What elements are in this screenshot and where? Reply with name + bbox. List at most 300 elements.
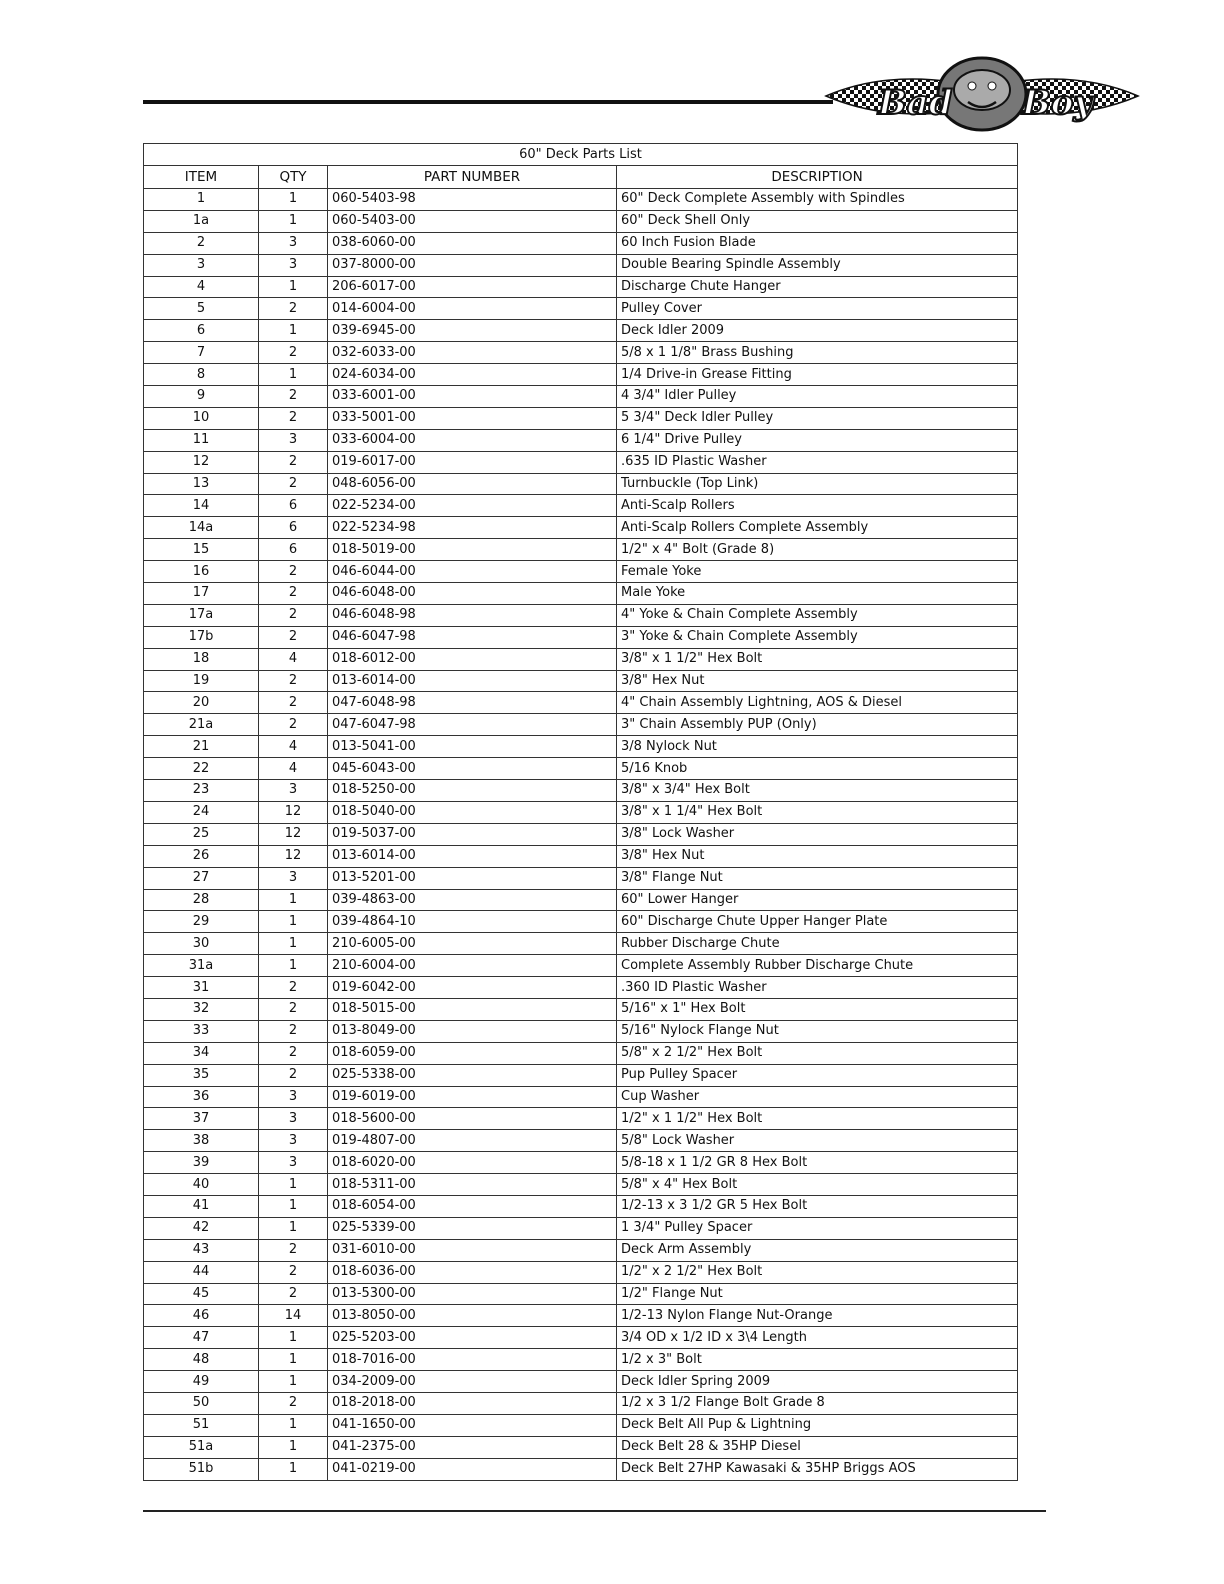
part-number-cell: 046-6048-00 — [328, 583, 617, 605]
part-number-cell: 039-6945-00 — [328, 320, 617, 342]
item-cell: 42 — [144, 1217, 259, 1239]
qty-cell: 2 — [259, 407, 328, 429]
description-cell: 1/2-13 x 3 1/2 GR 5 Hex Bolt — [617, 1195, 1018, 1217]
description-cell: 3/8" Lock Washer — [617, 823, 1018, 845]
qty-cell: 1 — [259, 189, 328, 211]
qty-cell: 2 — [259, 670, 328, 692]
item-cell: 27 — [144, 867, 259, 889]
item-cell: 35 — [144, 1064, 259, 1086]
part-number-cell: 018-7016-00 — [328, 1349, 617, 1371]
qty-cell: 6 — [259, 539, 328, 561]
part-number-cell: 206-6017-00 — [328, 276, 617, 298]
table-row — [144, 298, 1018, 320]
description-cell: 1/2-13 Nylon Flange Nut-Orange — [617, 1305, 1018, 1327]
description-cell: .360 ID Plastic Washer — [617, 977, 1018, 999]
table-row — [144, 1042, 1018, 1064]
description-cell: 60 Inch Fusion Blade — [617, 232, 1018, 254]
qty-cell: 2 — [259, 604, 328, 626]
item-cell: 17 — [144, 583, 259, 605]
part-number-cell: 045-6043-00 — [328, 758, 617, 780]
header-rule — [143, 100, 833, 104]
description-cell: 3/8" x 3/4" Hex Bolt — [617, 780, 1018, 802]
part-number-cell: 041-2375-00 — [328, 1436, 617, 1458]
description-cell: 1/2" x 1 1/2" Hex Bolt — [617, 1108, 1018, 1130]
qty-cell: 2 — [259, 451, 328, 473]
item-cell: 48 — [144, 1349, 259, 1371]
description-cell: 5/8" x 4" Hex Bolt — [617, 1174, 1018, 1196]
qty-cell: 1 — [259, 1349, 328, 1371]
item-cell: 25 — [144, 823, 259, 845]
description-cell: 60" Deck Complete Assembly with Spindles — [617, 189, 1018, 211]
description-cell: Deck Belt 27HP Kawasaki & 35HP Briggs AOS — [617, 1458, 1018, 1480]
description-cell: 5/8" Lock Washer — [617, 1130, 1018, 1152]
description-cell: 5 3/4" Deck Idler Pulley — [617, 407, 1018, 429]
part-number-cell: 037-8000-00 — [328, 254, 617, 276]
item-cell: 17a — [144, 604, 259, 626]
item-cell: 31 — [144, 977, 259, 999]
qty-cell: 1 — [259, 1371, 328, 1393]
part-number-cell: 019-6017-00 — [328, 451, 617, 473]
qty-cell: 1 — [259, 210, 328, 232]
qty-cell: 4 — [259, 758, 328, 780]
description-cell: 1/2 x 3" Bolt — [617, 1349, 1018, 1371]
qty-cell: 3 — [259, 780, 328, 802]
description-cell: 3/8" Hex Nut — [617, 845, 1018, 867]
part-number-cell: 013-5201-00 — [328, 867, 617, 889]
table-row — [144, 1327, 1018, 1349]
description-cell: 5/8 x 1 1/8" Brass Bushing — [617, 342, 1018, 364]
part-number-cell: 024-6034-00 — [328, 364, 617, 386]
item-cell: 29 — [144, 911, 259, 933]
part-number-cell: 018-5600-00 — [328, 1108, 617, 1130]
description-cell: 1/2" x 2 1/2" Hex Bolt — [617, 1261, 1018, 1283]
item-cell: 6 — [144, 320, 259, 342]
bad-boy-logo — [822, 54, 1142, 138]
table-row — [144, 1414, 1018, 1436]
table-row — [144, 692, 1018, 714]
part-number-cell: 033-6004-00 — [328, 429, 617, 451]
table-row — [144, 364, 1018, 386]
item-cell: 32 — [144, 998, 259, 1020]
table-row — [144, 823, 1018, 845]
header-item: ITEM — [144, 166, 259, 189]
item-cell: 38 — [144, 1130, 259, 1152]
item-cell: 11 — [144, 429, 259, 451]
table-row — [144, 845, 1018, 867]
table-row — [144, 210, 1018, 232]
part-number-cell: 018-2018-00 — [328, 1392, 617, 1414]
table-row — [144, 254, 1018, 276]
qty-cell: 1 — [259, 1217, 328, 1239]
item-cell: 51 — [144, 1414, 259, 1436]
qty-cell: 2 — [259, 342, 328, 364]
qty-cell: 1 — [259, 1414, 328, 1436]
item-cell: 50 — [144, 1392, 259, 1414]
table-row — [144, 276, 1018, 298]
description-cell: 3/8" x 1 1/4" Hex Bolt — [617, 801, 1018, 823]
footer-rule — [143, 1510, 1046, 1512]
part-number-cell: 047-6047-98 — [328, 714, 617, 736]
description-cell: Pup Pulley Spacer — [617, 1064, 1018, 1086]
table-row — [144, 1152, 1018, 1174]
part-number-cell: 046-6047-98 — [328, 626, 617, 648]
item-cell: 1a — [144, 210, 259, 232]
description-cell: Cup Washer — [617, 1086, 1018, 1108]
header-description: DESCRIPTION — [617, 166, 1018, 189]
part-number-cell: 025-5339-00 — [328, 1217, 617, 1239]
table-row — [144, 1458, 1018, 1480]
description-cell: 5/16 Knob — [617, 758, 1018, 780]
qty-cell: 12 — [259, 801, 328, 823]
qty-cell: 3 — [259, 254, 328, 276]
table-row — [144, 1174, 1018, 1196]
table-row — [144, 232, 1018, 254]
item-cell: 31a — [144, 955, 259, 977]
table-row — [144, 561, 1018, 583]
part-number-cell: 046-6044-00 — [328, 561, 617, 583]
part-number-cell: 047-6048-98 — [328, 692, 617, 714]
part-number-cell: 034-2009-00 — [328, 1371, 617, 1393]
item-cell: 15 — [144, 539, 259, 561]
table-row — [144, 1108, 1018, 1130]
qty-cell: 14 — [259, 1305, 328, 1327]
item-cell: 18 — [144, 648, 259, 670]
table-row — [144, 933, 1018, 955]
qty-cell: 2 — [259, 583, 328, 605]
table-row — [144, 517, 1018, 539]
qty-cell: 2 — [259, 561, 328, 583]
description-cell: Complete Assembly Rubber Discharge Chute — [617, 955, 1018, 977]
description-cell: Pulley Cover — [617, 298, 1018, 320]
qty-cell: 4 — [259, 736, 328, 758]
item-cell: 9 — [144, 386, 259, 408]
table-row — [144, 1261, 1018, 1283]
qty-cell: 2 — [259, 1283, 328, 1305]
table-row — [144, 583, 1018, 605]
item-cell: 24 — [144, 801, 259, 823]
part-number-cell: 013-8050-00 — [328, 1305, 617, 1327]
item-cell: 21a — [144, 714, 259, 736]
table-row — [144, 451, 1018, 473]
table-row — [144, 955, 1018, 977]
qty-cell: 2 — [259, 473, 328, 495]
qty-cell: 1 — [259, 364, 328, 386]
qty-cell: 3 — [259, 867, 328, 889]
part-number-cell: 014-6004-00 — [328, 298, 617, 320]
qty-cell: 3 — [259, 1130, 328, 1152]
description-cell: 3" Chain Assembly PUP (Only) — [617, 714, 1018, 736]
part-number-cell: 018-5019-00 — [328, 539, 617, 561]
part-number-cell: 019-5037-00 — [328, 823, 617, 845]
table-row — [144, 189, 1018, 211]
table-row — [144, 1195, 1018, 1217]
description-cell: 3/8" Flange Nut — [617, 867, 1018, 889]
part-number-cell: 013-6014-00 — [328, 670, 617, 692]
part-number-cell: 018-5250-00 — [328, 780, 617, 802]
parts-table-body — [144, 189, 1018, 1481]
qty-cell: 2 — [259, 626, 328, 648]
description-cell: 1/4 Drive-in Grease Fitting — [617, 364, 1018, 386]
qty-cell: 1 — [259, 955, 328, 977]
qty-cell: 3 — [259, 429, 328, 451]
table-row — [144, 1436, 1018, 1458]
table-row — [144, 1239, 1018, 1261]
description-cell: 5/16" x 1" Hex Bolt — [617, 998, 1018, 1020]
description-cell: Deck Belt All Pup & Lightning — [617, 1414, 1018, 1436]
description-cell: Rubber Discharge Chute — [617, 933, 1018, 955]
part-number-cell: 013-5300-00 — [328, 1283, 617, 1305]
item-cell: 23 — [144, 780, 259, 802]
description-cell: 1/2" x 4" Bolt (Grade 8) — [617, 539, 1018, 561]
table-row — [144, 1064, 1018, 1086]
item-cell: 13 — [144, 473, 259, 495]
part-number-cell: 019-6042-00 — [328, 977, 617, 999]
item-cell: 37 — [144, 1108, 259, 1130]
item-cell: 30 — [144, 933, 259, 955]
item-cell: 36 — [144, 1086, 259, 1108]
table-row — [144, 495, 1018, 517]
description-cell: 1/2" Flange Nut — [617, 1283, 1018, 1305]
table-row — [144, 1283, 1018, 1305]
item-cell: 10 — [144, 407, 259, 429]
table-row — [144, 648, 1018, 670]
item-cell: 3 — [144, 254, 259, 276]
qty-cell: 1 — [259, 1195, 328, 1217]
part-number-cell: 018-5015-00 — [328, 998, 617, 1020]
item-cell: 22 — [144, 758, 259, 780]
table-row — [144, 714, 1018, 736]
item-cell: 8 — [144, 364, 259, 386]
description-cell: 4" Chain Assembly Lightning, AOS & Diesel — [617, 692, 1018, 714]
item-cell: 19 — [144, 670, 259, 692]
qty-cell: 2 — [259, 1064, 328, 1086]
description-cell: 1/2 x 3 1/2 Flange Bolt Grade 8 — [617, 1392, 1018, 1414]
part-number-cell: 210-6004-00 — [328, 955, 617, 977]
header-part-number: PART NUMBER — [328, 166, 617, 189]
description-cell: Deck Arm Assembly — [617, 1239, 1018, 1261]
table-row — [144, 626, 1018, 648]
table-row — [144, 1020, 1018, 1042]
description-cell: 3/8" Hex Nut — [617, 670, 1018, 692]
description-cell: 3" Yoke & Chain Complete Assembly — [617, 626, 1018, 648]
item-cell: 45 — [144, 1283, 259, 1305]
part-number-cell: 022-5234-00 — [328, 495, 617, 517]
qty-cell: 2 — [259, 714, 328, 736]
description-cell: Discharge Chute Hanger — [617, 276, 1018, 298]
table-row — [144, 1349, 1018, 1371]
description-cell: Deck Idler Spring 2009 — [617, 1371, 1018, 1393]
item-cell: 5 — [144, 298, 259, 320]
description-cell: Male Yoke — [617, 583, 1018, 605]
description-cell: 60" Discharge Chute Upper Hanger Plate — [617, 911, 1018, 933]
qty-cell: 1 — [259, 911, 328, 933]
item-cell: 14 — [144, 495, 259, 517]
description-cell: Deck Idler 2009 — [617, 320, 1018, 342]
item-cell: 46 — [144, 1305, 259, 1327]
part-number-cell: 013-8049-00 — [328, 1020, 617, 1042]
description-cell: 60" Lower Hanger — [617, 889, 1018, 911]
qty-cell: 12 — [259, 823, 328, 845]
description-cell: Female Yoke — [617, 561, 1018, 583]
part-number-cell: 013-6014-00 — [328, 845, 617, 867]
table-row — [144, 473, 1018, 495]
description-cell: 5/8-18 x 1 1/2 GR 8 Hex Bolt — [617, 1152, 1018, 1174]
item-cell: 49 — [144, 1371, 259, 1393]
item-cell: 14a — [144, 517, 259, 539]
part-number-cell: 033-6001-00 — [328, 386, 617, 408]
item-cell: 16 — [144, 561, 259, 583]
part-number-cell: 210-6005-00 — [328, 933, 617, 955]
item-cell: 1 — [144, 189, 259, 211]
item-cell: 26 — [144, 845, 259, 867]
qty-cell: 2 — [259, 298, 328, 320]
table-row — [144, 407, 1018, 429]
item-cell: 40 — [144, 1174, 259, 1196]
svg-text:Bad: Bad — [878, 83, 953, 123]
item-cell: 44 — [144, 1261, 259, 1283]
table-row — [144, 1217, 1018, 1239]
header-qty: QTY — [259, 166, 328, 189]
qty-cell: 3 — [259, 1152, 328, 1174]
item-cell: 21 — [144, 736, 259, 758]
description-cell: Double Bearing Spindle Assembly — [617, 254, 1018, 276]
item-cell: 43 — [144, 1239, 259, 1261]
item-cell: 28 — [144, 889, 259, 911]
part-number-cell: 060-5403-98 — [328, 189, 617, 211]
qty-cell: 1 — [259, 1436, 328, 1458]
table-row — [144, 911, 1018, 933]
item-cell: 34 — [144, 1042, 259, 1064]
description-cell: 60" Deck Shell Only — [617, 210, 1018, 232]
item-cell: 20 — [144, 692, 259, 714]
description-cell: 5/8" x 2 1/2" Hex Bolt — [617, 1042, 1018, 1064]
deck-parts-table — [143, 143, 1018, 1481]
part-number-cell: 033-5001-00 — [328, 407, 617, 429]
qty-cell: 2 — [259, 386, 328, 408]
qty-cell: 4 — [259, 648, 328, 670]
qty-cell: 2 — [259, 1392, 328, 1414]
table-row — [144, 758, 1018, 780]
table-row — [144, 1371, 1018, 1393]
qty-cell: 6 — [259, 517, 328, 539]
qty-cell: 3 — [259, 1108, 328, 1130]
description-cell: 3/8" x 1 1/2" Hex Bolt — [617, 648, 1018, 670]
part-number-cell: 018-5311-00 — [328, 1174, 617, 1196]
description-cell: Anti-Scalp Rollers Complete Assembly — [617, 517, 1018, 539]
part-number-cell: 031-6010-00 — [328, 1239, 617, 1261]
table-row — [144, 320, 1018, 342]
qty-cell: 2 — [259, 998, 328, 1020]
qty-cell: 2 — [259, 1042, 328, 1064]
part-number-cell: 018-6020-00 — [328, 1152, 617, 1174]
description-cell: 6 1/4" Drive Pulley — [617, 429, 1018, 451]
table-row — [144, 670, 1018, 692]
qty-cell: 3 — [259, 232, 328, 254]
description-cell: 4" Yoke & Chain Complete Assembly — [617, 604, 1018, 626]
item-cell: 4 — [144, 276, 259, 298]
description-cell: 3/4 OD x 1/2 ID x 3\4 Length — [617, 1327, 1018, 1349]
item-cell: 51b — [144, 1458, 259, 1480]
qty-cell: 12 — [259, 845, 328, 867]
table-row — [144, 386, 1018, 408]
item-cell: 51a — [144, 1436, 259, 1458]
qty-cell: 2 — [259, 977, 328, 999]
part-number-cell: 039-4864-10 — [328, 911, 617, 933]
qty-cell: 1 — [259, 889, 328, 911]
part-number-cell: 022-5234-98 — [328, 517, 617, 539]
qty-cell: 1 — [259, 1458, 328, 1480]
qty-cell: 1 — [259, 933, 328, 955]
part-number-cell: 025-5338-00 — [328, 1064, 617, 1086]
qty-cell: 1 — [259, 1327, 328, 1349]
table-title: 60" Deck Parts List — [144, 144, 1018, 166]
item-cell: 39 — [144, 1152, 259, 1174]
part-number-cell: 039-4863-00 — [328, 889, 617, 911]
part-number-cell: 018-5040-00 — [328, 801, 617, 823]
description-cell: 3/8 Nylock Nut — [617, 736, 1018, 758]
item-cell: 33 — [144, 1020, 259, 1042]
qty-cell: 3 — [259, 1086, 328, 1108]
qty-cell: 2 — [259, 1261, 328, 1283]
table-row — [144, 539, 1018, 561]
description-cell: Anti-Scalp Rollers — [617, 495, 1018, 517]
qty-cell: 1 — [259, 320, 328, 342]
table-row — [144, 801, 1018, 823]
table-row — [144, 429, 1018, 451]
part-number-cell: 041-0219-00 — [328, 1458, 617, 1480]
description-cell: 5/16" Nylock Flange Nut — [617, 1020, 1018, 1042]
table-row — [144, 604, 1018, 626]
table-row — [144, 1086, 1018, 1108]
part-number-cell: 048-6056-00 — [328, 473, 617, 495]
table-row — [144, 977, 1018, 999]
table-row — [144, 342, 1018, 364]
part-number-cell: 019-4807-00 — [328, 1130, 617, 1152]
qty-cell: 2 — [259, 692, 328, 714]
part-number-cell: 041-1650-00 — [328, 1414, 617, 1436]
table-row — [144, 736, 1018, 758]
part-number-cell: 019-6019-00 — [328, 1086, 617, 1108]
table-row — [144, 780, 1018, 802]
item-cell: 2 — [144, 232, 259, 254]
part-number-cell: 038-6060-00 — [328, 232, 617, 254]
table-row — [144, 1305, 1018, 1327]
description-cell: 4 3/4" Idler Pulley — [617, 386, 1018, 408]
part-number-cell: 018-6012-00 — [328, 648, 617, 670]
table-row — [144, 1130, 1018, 1152]
table-row — [144, 1392, 1018, 1414]
part-number-cell: 060-5403-00 — [328, 210, 617, 232]
part-number-cell: 018-6036-00 — [328, 1261, 617, 1283]
part-number-cell: 018-6054-00 — [328, 1195, 617, 1217]
qty-cell: 2 — [259, 1020, 328, 1042]
part-number-cell: 013-5041-00 — [328, 736, 617, 758]
description-cell: Deck Belt 28 & 35HP Diesel — [617, 1436, 1018, 1458]
description-cell: Turnbuckle (Top Link) — [617, 473, 1018, 495]
svg-text:Boy: Boy — [1022, 83, 1094, 123]
part-number-cell: 046-6048-98 — [328, 604, 617, 626]
item-cell: 41 — [144, 1195, 259, 1217]
table-row — [144, 998, 1018, 1020]
item-cell: 47 — [144, 1327, 259, 1349]
part-number-cell: 018-6059-00 — [328, 1042, 617, 1064]
table-row — [144, 889, 1018, 911]
item-cell: 17b — [144, 626, 259, 648]
part-number-cell: 032-6033-00 — [328, 342, 617, 364]
qty-cell: 6 — [259, 495, 328, 517]
item-cell: 7 — [144, 342, 259, 364]
part-number-cell: 025-5203-00 — [328, 1327, 617, 1349]
